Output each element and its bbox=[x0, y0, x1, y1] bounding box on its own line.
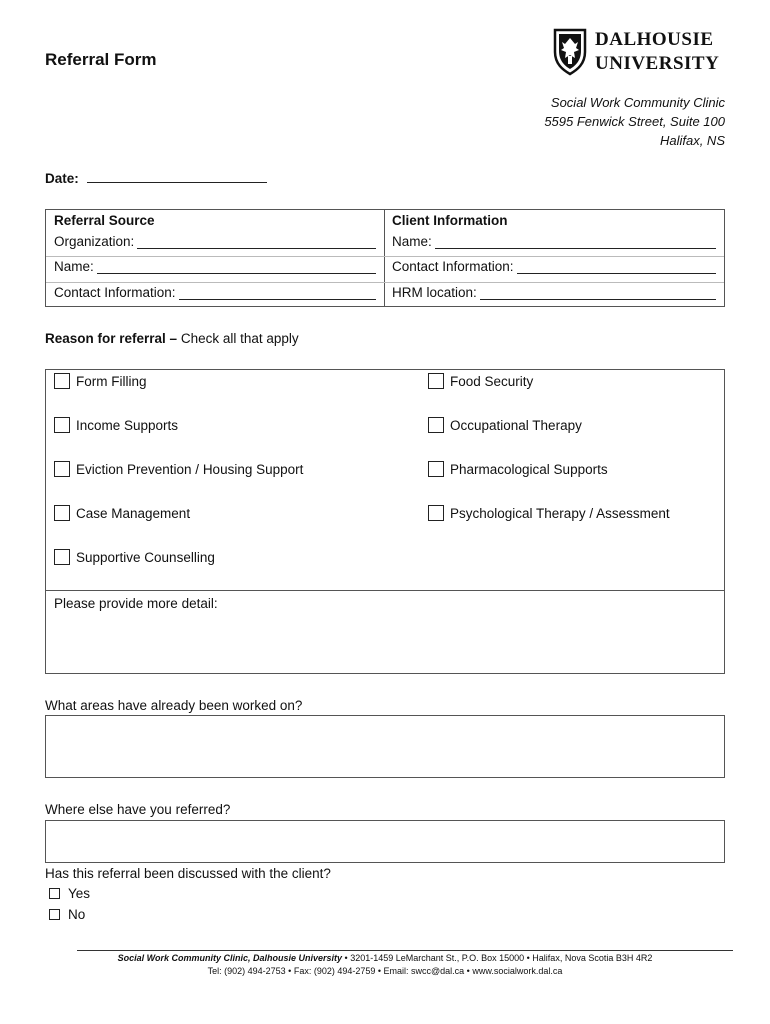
option-label: Form Filling bbox=[76, 373, 147, 389]
option-food-security[interactable] bbox=[428, 373, 533, 389]
option-income-supports[interactable] bbox=[54, 417, 178, 433]
option-pharmacological-supports[interactable] bbox=[428, 461, 608, 477]
referral-source-heading: Referral Source bbox=[54, 213, 155, 228]
date-underline[interactable] bbox=[87, 172, 267, 183]
field-label: HRM location: bbox=[392, 285, 477, 300]
option-occupational-therapy[interactable] bbox=[428, 417, 582, 433]
clinic-address bbox=[544, 93, 725, 150]
checkbox[interactable] bbox=[49, 888, 60, 899]
option-supportive-counselling[interactable] bbox=[54, 549, 215, 565]
field-label: Organization: bbox=[54, 234, 135, 249]
option-label: Case Management bbox=[76, 505, 191, 521]
option-case-management[interactable] bbox=[54, 505, 190, 521]
checkbox[interactable] bbox=[54, 505, 70, 521]
row-divider bbox=[46, 282, 384, 283]
worked-on-question: What areas have already been worked on? bbox=[45, 698, 303, 713]
checkbox[interactable] bbox=[54, 417, 70, 433]
checkbox[interactable] bbox=[54, 549, 70, 565]
referral-contact-field[interactable] bbox=[54, 285, 376, 300]
client-hrm-location-field[interactable] bbox=[392, 285, 716, 300]
detail-textarea[interactable] bbox=[45, 590, 725, 674]
checkbox[interactable] bbox=[428, 417, 444, 433]
footer-divider bbox=[77, 950, 733, 951]
option-label: Supportive Counselling bbox=[76, 549, 215, 565]
option-eviction-prevention[interactable] bbox=[54, 461, 303, 477]
option-label: Eviction Prevention / Housing Support bbox=[76, 461, 304, 477]
footer-contact: Tel: (902) 494-2753 • Fax: (902) 494-2759 • Email: swcc@dal.ca • www.socialwork.dal.ca bbox=[207, 966, 563, 976]
field-underline[interactable] bbox=[137, 236, 376, 249]
field-label: Contact Information: bbox=[392, 259, 514, 274]
footer-org: Social Work Community Clinic, Dalhousie University bbox=[117, 953, 343, 963]
option-yes[interactable] bbox=[49, 886, 90, 901]
option-label: Psychological Therapy / Assessment bbox=[450, 505, 670, 521]
option-label: Yes bbox=[68, 886, 91, 901]
address-line: Halifax, NS bbox=[659, 133, 725, 148]
option-form-filling[interactable] bbox=[54, 373, 147, 389]
checkbox[interactable] bbox=[428, 505, 444, 521]
option-label: No bbox=[68, 907, 86, 922]
referral-source-column bbox=[46, 210, 385, 306]
date-label: Date: bbox=[45, 171, 79, 186]
detail-label: Please provide more detail: bbox=[54, 596, 218, 611]
checkbox[interactable] bbox=[49, 909, 60, 920]
discussed-question: Has this referral been discussed with the client? bbox=[45, 866, 331, 881]
field-underline[interactable] bbox=[517, 261, 716, 274]
referral-organization-field[interactable] bbox=[54, 234, 376, 249]
field-underline[interactable] bbox=[97, 261, 376, 274]
crest-icon bbox=[553, 28, 587, 76]
checkbox[interactable] bbox=[428, 373, 444, 389]
address-line: 5595 Fenwick Street, Suite 100 bbox=[544, 114, 725, 129]
footer-street: • 3201-1459 LeMarchant St., P.O. Box 15000 • Halifax, Nova Scotia B3H 4R2 bbox=[344, 953, 653, 963]
reason-hint: Check all that apply bbox=[180, 331, 299, 346]
client-information-column bbox=[384, 210, 724, 306]
option-psychological-therapy[interactable] bbox=[428, 505, 670, 521]
address-line: Social Work Community Clinic bbox=[550, 95, 725, 110]
field-label: Name: bbox=[54, 259, 94, 274]
client-name-field[interactable] bbox=[392, 234, 716, 249]
option-label: Food Security bbox=[450, 373, 534, 389]
client-information-heading: Client Information bbox=[392, 213, 508, 228]
date-field[interactable] bbox=[45, 171, 267, 186]
reason-heading bbox=[45, 331, 299, 346]
row-divider bbox=[384, 282, 724, 283]
checkbox[interactable] bbox=[54, 461, 70, 477]
field-underline[interactable] bbox=[179, 287, 376, 300]
checkbox[interactable] bbox=[428, 461, 444, 477]
referred-answer-box[interactable] bbox=[45, 820, 725, 863]
logo-text-line2: UNIVERSITY bbox=[595, 53, 720, 74]
reason-checklist bbox=[45, 369, 725, 591]
row-divider bbox=[384, 256, 724, 257]
option-label: Occupational Therapy bbox=[450, 417, 582, 433]
referral-info-table bbox=[45, 209, 725, 307]
field-underline[interactable] bbox=[435, 236, 716, 249]
reason-label: Reason for referral – bbox=[45, 331, 178, 346]
option-label: Pharmacological Supports bbox=[450, 461, 608, 477]
checkbox[interactable] bbox=[54, 373, 70, 389]
footer-address bbox=[0, 953, 770, 963]
field-underline[interactable] bbox=[480, 287, 716, 300]
referred-question: Where else have you referred? bbox=[45, 802, 231, 817]
field-label: Contact Information: bbox=[54, 285, 176, 300]
form-title: Referral Form bbox=[45, 50, 157, 69]
row-divider bbox=[46, 256, 384, 257]
university-logo bbox=[553, 28, 733, 78]
logo-text-line1: DALHOUSIE bbox=[595, 29, 714, 50]
client-contact-field[interactable] bbox=[392, 259, 716, 274]
referral-name-field[interactable] bbox=[54, 259, 376, 274]
worked-on-answer-box[interactable] bbox=[45, 715, 725, 778]
option-label: Income Supports bbox=[76, 417, 179, 433]
field-label: Name: bbox=[392, 234, 432, 249]
option-no[interactable] bbox=[49, 907, 85, 922]
